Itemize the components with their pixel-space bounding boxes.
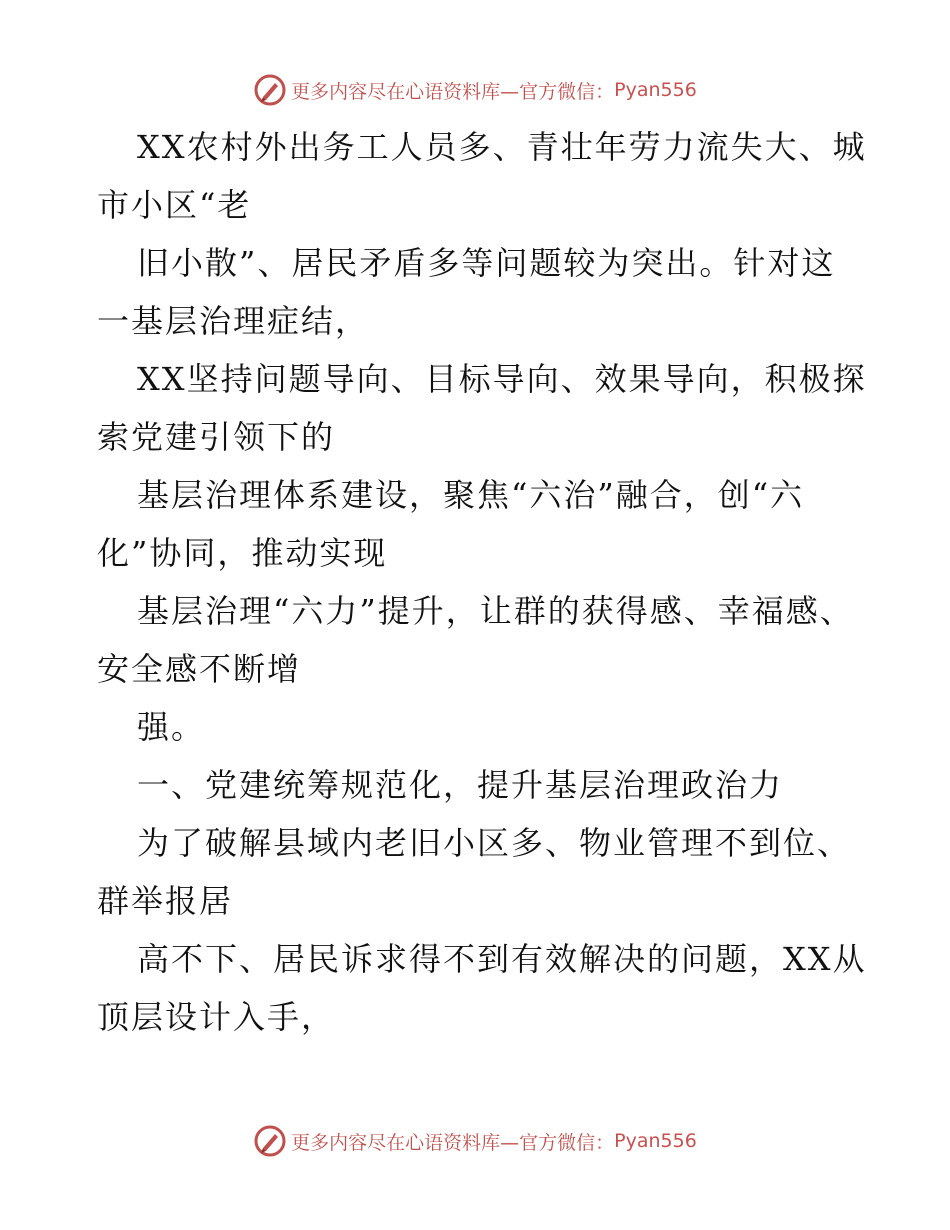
paragraph-line: 基层治理体系建设，聚焦“六治”融合，创“六化”协同，推动实现 — [97, 476, 805, 572]
paragraph-line: 强。 — [137, 708, 206, 746]
watermark-text: 更多内容尽在心语资料库—官方微信： — [291, 1131, 615, 1154]
paragraph-line: 高不下、居民诉求得不到有效解决的问题，XX从顶层设计入手， — [97, 940, 867, 1036]
document-body — [97, 118, 867, 1046]
paragraph-line: XX坚持问题导向、目标导向、效果导向，积极探索党建引领下的 — [97, 360, 867, 456]
paragraph-line: 基层治理“六力”提升，让群的获得感、幸福感、安全感不断增 — [97, 592, 854, 688]
section-heading: 一、党建统筹规范化，提升基层治理政治力 — [137, 766, 784, 804]
header-watermark — [0, 70, 950, 110]
watermark-text: 更多内容尽在心语资料库—官方微信： — [291, 80, 615, 103]
wechat-id: Pyan556 — [614, 79, 697, 101]
paragraph-line: 为了破解县域内老旧小区多、物业管理不到位、群举报居 — [97, 824, 852, 920]
paragraph-line: 旧小散”、居民矛盾多等问题较为突出。针对这一基层治理症结， — [97, 244, 836, 340]
paragraph-line: XX农村外出务工人员多、青壮年劳力流失大、城市小区“老 — [97, 128, 867, 224]
footer-watermark — [0, 1121, 950, 1161]
wechat-id: Pyan556 — [614, 1130, 697, 1152]
pen-logo-icon — [253, 1124, 287, 1158]
pen-logo-icon — [253, 73, 287, 107]
